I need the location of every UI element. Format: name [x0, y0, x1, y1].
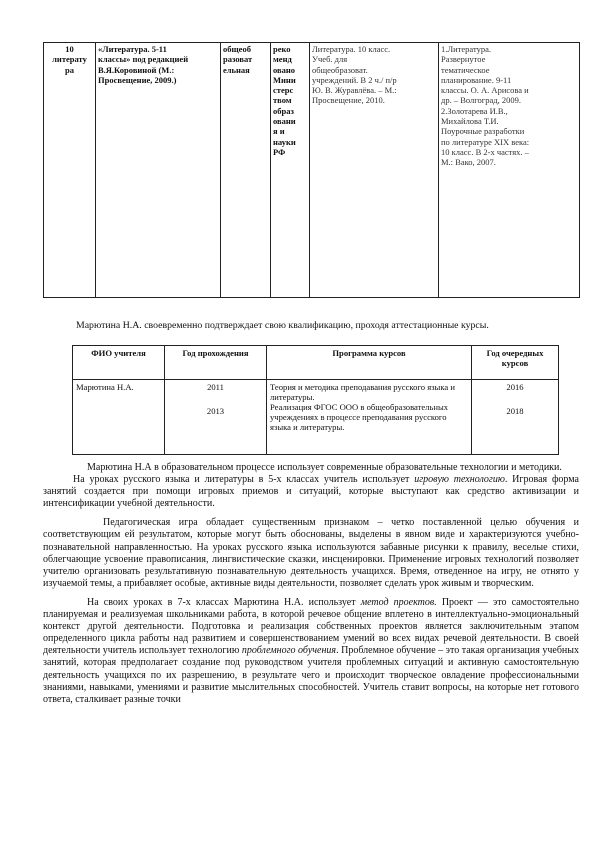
cell-line: образ — [273, 105, 294, 116]
paragraph — [43, 474, 579, 510]
col-header-year: Год прохождения — [165, 346, 267, 380]
text-run: . Проблемное обучение – это такая организация учебных занятий, которая предполагает создание под руководством учителя проблемных ситуаций и активную самостоятельную деятельность учащихся по их разрешению, в результате чего и происходит творческое овладение профессиональными знаниями, навыками, умениями и развитие мыслительных способностей. Учитель ставит вопросы, на которые нет готового ответа, сталкивает разные точки — [43, 645, 579, 705]
year-value: 2011 — [207, 382, 224, 393]
cell-line: я и — [273, 126, 285, 137]
cell-line: классы» под редакцией — [98, 54, 189, 65]
program-item: Реализация ФГОС ООО в общеобразовательных учреждениях в процессе преподавания русского языка и литературы. — [270, 402, 449, 433]
cell-line: тематическое — [441, 64, 490, 75]
cell-line: ельная — [223, 64, 250, 75]
cell-line: Просвещение, 2010. — [312, 95, 385, 106]
cell-line: по литературе XIX века: — [441, 136, 530, 147]
cell-line: Развернутое — [441, 54, 486, 65]
program-cell — [96, 43, 221, 298]
paragraph: Марютина Н.А в образовательном процессе использует современные образовательные технологии и методики. — [87, 462, 562, 473]
spacer — [475, 392, 555, 406]
years-cell — [165, 380, 267, 455]
cell-line: Мини — [273, 74, 296, 85]
cell-line: Поурочные разработки — [441, 126, 525, 137]
next-years-cell — [472, 380, 559, 455]
spacer — [168, 392, 263, 406]
cell-line: 2.Золотарева И.В., — [441, 105, 508, 116]
cell-line: общеоб — [223, 44, 251, 54]
cell-line: 1.Литература. — [441, 44, 491, 54]
cell-line: менд — [273, 54, 292, 65]
programs-cell — [267, 380, 472, 455]
paragraph — [43, 597, 579, 706]
cell-line: овано — [273, 64, 296, 75]
curriculum-table — [43, 42, 580, 298]
emphasis: метод проектов. — [360, 596, 437, 608]
text-run: На уроках русского языка и литературы в 5-х классах учитель использует — [73, 474, 415, 486]
cell-line: М.: Вако, 2007. — [441, 157, 496, 168]
col-header-program: Программа курсов — [267, 346, 472, 380]
table-row — [73, 380, 559, 455]
cell-line: 10 класс. В 2-х частях. – — [441, 146, 529, 157]
cell-line: ра — [65, 64, 74, 75]
col-header-teacher: ФИО учителя — [73, 346, 165, 380]
next-year-value: 2016 — [506, 382, 524, 393]
cell-line: В.Я.Коровиной (М.: — [98, 64, 175, 75]
year-value: 2013 — [206, 406, 225, 417]
cell-line: Учеб. для — [312, 54, 348, 65]
cell-line: твом — [273, 95, 292, 106]
cell-line: реко — [273, 44, 291, 54]
qualification-sentence: Марютина Н.А. своевременно подтверждает свою квалификацию, проходя аттестационные курсы. — [76, 320, 489, 331]
text-run: . Игровая форма занятий создается при помощи игровых приемов и ситуаций, которые выступают как средство активизации и интенсификации учебной деятельности. — [43, 474, 579, 510]
cell-line: науки — [273, 136, 296, 147]
cell-line: Просвещение, 2009.) — [98, 74, 177, 85]
cell-line: общеобразоват. — [312, 64, 368, 75]
cell-line: классы. О. А. Арисова и — [441, 85, 529, 96]
type-cell — [221, 43, 271, 298]
col-header-next-year: Год очередных курсов — [472, 346, 559, 380]
cell-line: литерату — [52, 54, 87, 65]
cell-line: РФ — [273, 146, 286, 157]
text-run: Проект — это самостоятельно планируемая и реализуемая школьниками работа, в которой речевое общение вплетено в интеллектуально-эмоциональный контекст другой деятельности. Подготовка и реализация собственных проектов является заключительным этапом определенного цикла работы над развитием и совершенствованием умений во всех видах речевой деятельности. В своей деятельности учитель использует технологию — [43, 596, 579, 657]
text-run: На своих уроках в 7-х классах Марютина Н.А. использует — [87, 596, 361, 608]
cell-line: др. – Волгоград, 2009. — [441, 95, 521, 106]
cell-line: Литература. 10 класс. — [312, 44, 391, 54]
teacher-cell: Марютина Н.А. — [73, 380, 165, 455]
cell-line: разоват — [223, 54, 253, 65]
paragraph: Педагогическая игра обладает существенным признаком – четко поставленной целью обучения и соответствующим ей результатом, которые могут быть обоснованы, выделены в явном виде и характеризуются учебно-познавательной направленностью. На уроках русского языка используются забавные рисунки к правилу, веселые стихи, облегчающие усвоение правописания, лингвистические сказки, инсценировки. Применение игровых технологий позволяет учителю организовать результативную познавательную деятельность учащихся. Время, отведенное на игру, не отнято у изучаемой темы, а прибавляет особые, активные виды деятельности, позволяет сделать урок живым и творческим. — [43, 517, 579, 589]
cell-line: 10 — [65, 44, 74, 54]
emphasis: игровую технологию — [414, 474, 505, 486]
table-row — [44, 43, 580, 298]
cell-line: планирование. 9-11 — [441, 74, 512, 85]
courses-table — [72, 345, 559, 455]
spacer — [43, 590, 579, 597]
cell-line: стерс — [273, 85, 294, 96]
grade-subject-cell — [44, 43, 96, 298]
materials-cell — [439, 43, 580, 298]
next-year-value: 2018 — [506, 406, 524, 417]
program-item: Теория и методика преподавания русского языка и литературы. — [270, 382, 455, 403]
header-row — [73, 346, 559, 380]
spacer — [43, 510, 579, 517]
cell-line: «Литература. 5-11 — [98, 44, 167, 54]
textbook-cell — [310, 43, 439, 298]
body-text — [43, 462, 579, 706]
cell-line: учреждений. В 2 ч./ п/р — [312, 74, 397, 85]
cell-line: Ю. В. Журавлёва. – М.: — [312, 85, 397, 96]
emphasis: проблемного обучения — [241, 645, 337, 657]
status-cell — [271, 43, 310, 298]
cell-line: овани — [273, 116, 296, 127]
cell-line: Михайлова Т.И. — [441, 116, 499, 127]
